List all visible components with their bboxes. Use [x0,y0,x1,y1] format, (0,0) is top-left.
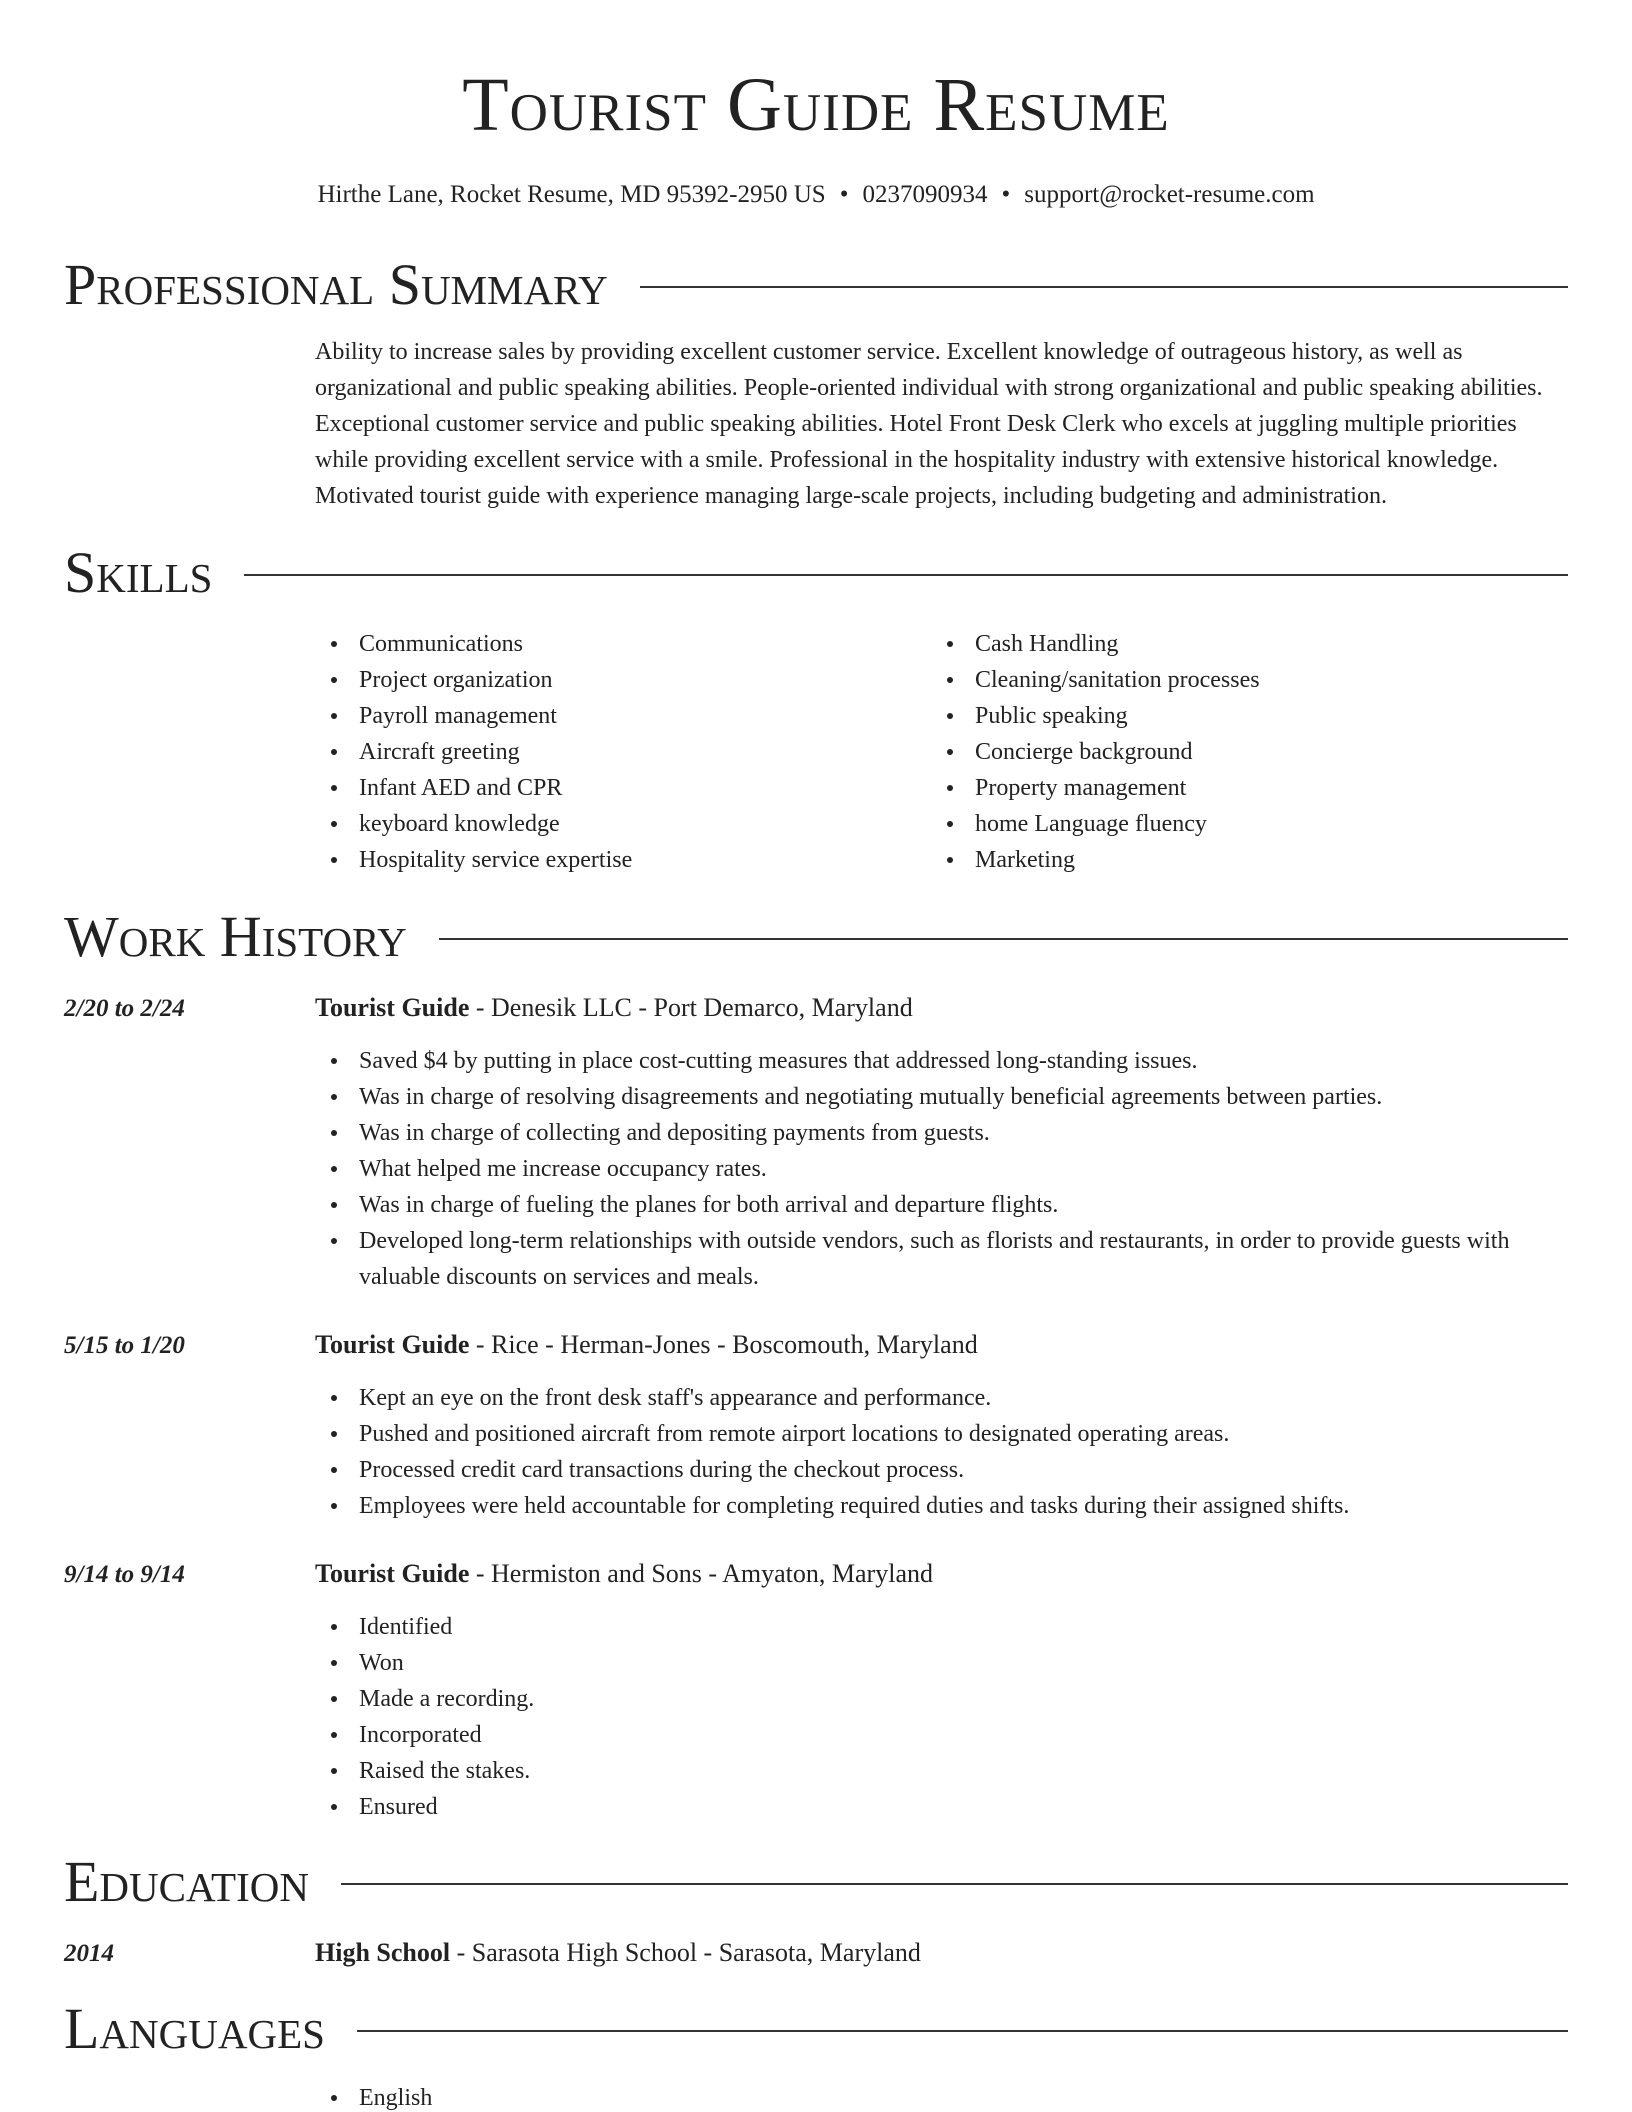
job-header [64,1556,1568,1593]
skills-column-right [931,626,1547,878]
contact-address: Hirthe Lane, Rocket Resume, MD 95392-2950 US [317,181,826,208]
job-bullet: Employees were held accountable for completing required duties and tasks during their assigned shifts. [315,1488,1568,1524]
job-bullet: Incorporated [315,1717,1568,1753]
contact-email: support@rocket-resume.com [1024,181,1315,208]
job-title: Tourist Guide [315,993,470,1022]
job-bullet: Was in charge of collecting and depositing payments from guests. [315,1115,1568,1151]
languages-list [315,2080,1568,2112]
skill-item: Payroll management [315,698,931,734]
job-bullet: Won [315,1645,1568,1681]
job-title: Tourist Guide [315,1330,470,1359]
job-title-line [315,1556,933,1592]
job-dates: 2/20 to 2/24 [64,995,185,1022]
job-bullet: Processed credit card transactions during the checkout process. [315,1452,1568,1488]
summary-heading: Professional Summary [64,252,608,317]
job-detail: - Hermiston and Sons - Amyaton, Maryland [475,1559,933,1588]
section-divider [244,574,1568,576]
job-dates: 5/15 to 1/20 [64,1332,185,1359]
skill-item: Project organization [315,662,931,698]
contact-phone: 0237090934 [862,181,988,208]
skill-item: Infant AED and CPR [315,770,931,806]
languages-section-heading [64,1998,1568,2060]
skill-item: Cleaning/sanitation processes [931,662,1547,698]
contact-separator: • [839,181,849,208]
skill-item: home Language fluency [931,806,1547,842]
job-bullet: Identified [315,1609,1568,1645]
education-year: 2014 [64,1940,114,1967]
skills-column-left [315,626,931,878]
job-bullet: What helped me increase occupancy rates. [315,1151,1568,1187]
skills-heading: Skills [64,540,213,605]
job-dates: 9/14 to 9/14 [64,1561,185,1588]
job-title-line [315,1327,978,1363]
job-bullet: Pushed and positioned aircraft from remote airport locations to designated operating areas. [315,1416,1568,1452]
job-bullet: Saved $4 by putting in place cost-cutting measures that addressed long-standing issues. [315,1043,1568,1079]
education-degree: High School [315,1938,451,1967]
skill-item: Hospitality service expertise [315,842,931,878]
skill-item: Property management [931,770,1547,806]
job-bullets [315,1609,1568,1825]
section-divider [439,938,1568,940]
job-bullet: Raised the stakes. [315,1753,1568,1789]
job-detail: - Rice - Herman-Jones - Boscomouth, Maryland [475,1330,978,1359]
job-entry [64,990,1568,1295]
skills-section-heading [64,542,1568,604]
skill-item: Concierge background [931,734,1547,770]
job-title: Tourist Guide [315,1559,470,1588]
job-bullets [315,1380,1568,1524]
job-header [64,1327,1568,1364]
language-item: English [315,2080,1568,2112]
education-heading: Education [64,1849,309,1914]
skill-item: Communications [315,626,931,662]
job-header [64,990,1568,1027]
job-bullet: Was in charge of fueling the planes for both arrival and departure flights. [315,1187,1568,1223]
summary-text: Ability to increase sales by providing excellent customer service. Excellent knowledge of outrageous history, as well as organizational and public speaking abilities. People-oriented individual with strong organizational and public speaking abilities. Exceptional customer service and public speaking abilities. Hotel Front Desk Clerk who excels at juggling multiple priorities while providing excellent service with a smile. Professional in the hospitality industry with extensive historical knowledge. Motivated tourist guide with experience managing large-scale projects, including budgeting and administration. [315,339,1543,509]
education-entry [64,1935,1568,1972]
languages-heading: Languages [64,1996,325,2061]
education-line [315,1935,921,1971]
job-title-line [315,990,913,1026]
skill-item: Marketing [931,842,1547,878]
education-section-heading [64,1851,1568,1913]
job-detail: - Denesik LLC - Port Demarco, Maryland [475,993,913,1022]
summary-section-heading [64,254,1568,316]
job-entry [64,1327,1568,1524]
job-bullet: Developed long-term relationships with outside vendors, such as florists and restaurants, in order to provide guests with valuable discounts on services and meals. [315,1223,1568,1295]
section-divider [341,1883,1568,1885]
section-divider [357,2030,1568,2032]
skills-list [315,626,1568,878]
job-bullet: Ensured [315,1789,1568,1825]
work-section-heading [64,906,1568,968]
skill-item: keyboard knowledge [315,806,931,842]
resume-title: Tourist Guide Resume [462,63,1170,147]
work-heading: Work History [64,904,407,969]
contact-line [64,180,1568,210]
job-entry [64,1556,1568,1825]
job-bullets [315,1043,1568,1295]
skill-item: Cash Handling [931,626,1547,662]
job-bullet: Was in charge of resolving disagreements and negotiating mutually beneficial agreements between parties. [315,1079,1568,1115]
skill-item: Public speaking [931,698,1547,734]
skill-item: Aircraft greeting [315,734,931,770]
section-divider [640,286,1568,288]
job-bullet: Kept an eye on the front desk staff's appearance and performance. [315,1380,1568,1416]
job-bullet: Made a recording. [315,1681,1568,1717]
contact-separator: • [1001,181,1011,208]
education-detail: - Sarasota High School - Sarasota, Maryland [456,1938,921,1967]
